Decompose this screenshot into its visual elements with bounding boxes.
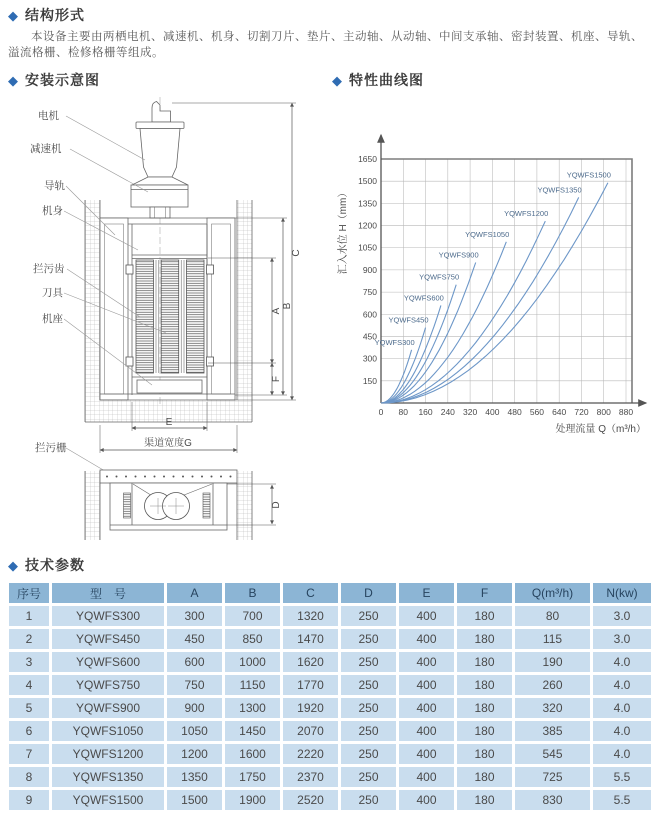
- diamond-icon: ◆: [8, 558, 19, 573]
- table-cell: 6: [9, 721, 49, 741]
- table-head: [9, 583, 651, 603]
- table-cell: 900: [167, 698, 222, 718]
- table-cell: 180: [457, 767, 512, 787]
- diamond-icon: ◆: [332, 73, 343, 88]
- dim-b: B: [282, 302, 293, 310]
- table-cell: 250: [341, 744, 396, 764]
- table-cell: 850: [225, 629, 280, 649]
- table-cell: 600: [167, 652, 222, 672]
- table-cell: 3: [9, 652, 49, 672]
- table-cell: 400: [399, 744, 454, 764]
- diamond-icon: ◆: [8, 73, 19, 88]
- table-cell: 2070: [283, 721, 338, 741]
- column-header: Q(m³/h): [515, 583, 590, 603]
- dim-d: D: [271, 501, 282, 509]
- y-tick-label: 450: [362, 331, 377, 342]
- table-cell: 1900: [225, 790, 280, 810]
- x-tick-label: 720: [574, 407, 589, 417]
- table-cell: 2370: [283, 767, 338, 787]
- y-axis-title: 汇入水位 H（mm）: [338, 187, 349, 275]
- curve-yqwfs900: [381, 263, 476, 404]
- y-tick-label: 750: [362, 287, 377, 298]
- table-cell: 1450: [225, 721, 280, 741]
- table-cell: YQWFS1500: [52, 790, 164, 810]
- section-parameters-title: 技术参数: [25, 557, 85, 573]
- table-row: [9, 790, 651, 810]
- table-cell: YQWFS1350: [52, 767, 164, 787]
- table-cell: 830: [515, 790, 590, 810]
- x-tick-label: 480: [507, 407, 522, 417]
- table-cell: 250: [341, 790, 396, 810]
- column-header: A: [167, 583, 222, 603]
- table-cell: 250: [341, 675, 396, 695]
- column-header: B: [225, 583, 280, 603]
- table-cell: 180: [457, 790, 512, 810]
- table-cell: 180: [457, 744, 512, 764]
- table-cell: 115: [515, 629, 590, 649]
- table-cell: 400: [399, 767, 454, 787]
- curve-label: YQWFS450: [388, 315, 429, 325]
- table-cell: 700: [225, 606, 280, 626]
- structure-description: 本设备主要由两栖电机、减速机、机身、切割刀片、垫片、主动轴、从动轴、中间支承轴、密封装置、机座、导轨、溢流格栅、检修格栅等组成。: [8, 31, 643, 59]
- table-cell: 1: [9, 606, 49, 626]
- table-cell: 1770: [283, 675, 338, 695]
- table-cell: 250: [341, 721, 396, 741]
- dim-channel-width: 渠道宽度G: [144, 438, 192, 449]
- table-cell: 400: [399, 721, 454, 741]
- table-cell: 180: [457, 652, 512, 672]
- column-header: E: [399, 583, 454, 603]
- table-cell: 3.0: [593, 629, 651, 649]
- dim-f: F: [271, 375, 282, 383]
- curve-label: YQWFS1350: [537, 185, 582, 195]
- table-cell: 250: [341, 767, 396, 787]
- table-cell: 750: [167, 675, 222, 695]
- table-cell: 5: [9, 698, 49, 718]
- table-cell: 180: [457, 721, 512, 741]
- table-cell: 250: [341, 652, 396, 672]
- table-cell: 400: [399, 606, 454, 626]
- y-tick-label: 600: [362, 309, 377, 320]
- curve-label: YQWFS1200: [504, 209, 549, 219]
- y-tick-label: 1500: [358, 176, 377, 187]
- x-tick-label: 80: [398, 407, 409, 417]
- table-cell: 4.0: [593, 652, 651, 672]
- table-row: [9, 675, 651, 695]
- y-tick-label: 900: [362, 264, 377, 275]
- table-cell: 545: [515, 744, 590, 764]
- dim-c: C: [291, 249, 302, 257]
- curve-yqwfs1200: [381, 221, 545, 403]
- table-cell: 320: [515, 698, 590, 718]
- x-tick-label: 880: [618, 407, 634, 417]
- table-body: [9, 606, 651, 810]
- table-cell: YQWFS750: [52, 675, 164, 695]
- table-cell: 1620: [283, 652, 338, 672]
- table-cell: 8: [9, 767, 49, 787]
- table-cell: 400: [399, 675, 454, 695]
- table-cell: YQWFS300: [52, 606, 164, 626]
- section-curves-title: 特性曲线图: [349, 72, 424, 88]
- curve-label: YQWFS600: [403, 293, 444, 303]
- label-base: 机座: [42, 313, 63, 325]
- table-cell: 1300: [225, 698, 280, 718]
- table-cell: 1750: [225, 767, 280, 787]
- table-cell: 400: [399, 698, 454, 718]
- table-cell: 7: [9, 744, 49, 764]
- characteristic-curve-chart: [330, 113, 660, 460]
- section-parameters-heading: [8, 555, 85, 575]
- table-row: [9, 698, 651, 718]
- table-cell: YQWFS900: [52, 698, 164, 718]
- table-cell: 400: [399, 790, 454, 810]
- table-cell: YQWFS600: [52, 652, 164, 672]
- table-header-row: [9, 583, 651, 603]
- table-cell: 180: [457, 698, 512, 718]
- x-tick-label: 560: [529, 407, 545, 417]
- plan-view: [85, 470, 276, 540]
- table-cell: 9: [9, 790, 49, 810]
- table-row: [9, 606, 651, 626]
- label-reducer: 减速机: [30, 143, 62, 155]
- curve-label: YQWFS900: [438, 250, 479, 260]
- dim-a: A: [271, 307, 282, 315]
- table-cell: 250: [341, 698, 396, 718]
- installation-diagram: [0, 95, 330, 557]
- table-row: [9, 629, 651, 649]
- table-row: [9, 721, 651, 741]
- table-cell: 2520: [283, 790, 338, 810]
- y-tick-label: 1050: [358, 242, 377, 253]
- x-tick-label: 240: [440, 407, 455, 417]
- table-cell: 2220: [283, 744, 338, 764]
- table-cell: 400: [399, 652, 454, 672]
- table-cell: 1200: [167, 744, 222, 764]
- table-cell: 4.0: [593, 744, 651, 764]
- table-cell: 725: [515, 767, 590, 787]
- table-cell: 180: [457, 606, 512, 626]
- x-tick-label: 640: [552, 407, 567, 417]
- machine-base: [132, 377, 207, 393]
- curve-label: YQWFS300: [374, 337, 415, 347]
- label-guide-rail: 导轨: [44, 180, 65, 192]
- curve-label: YQWFS1500: [566, 170, 611, 180]
- label-trash-teeth: 拦污齿: [33, 263, 65, 275]
- table-cell: 4.0: [593, 721, 651, 741]
- table-cell: YQWFS1200: [52, 744, 164, 764]
- reducer: [131, 177, 188, 218]
- x-tick-label: 400: [485, 407, 500, 417]
- label-cutter: 刀具: [42, 287, 63, 299]
- front-view: [85, 97, 252, 422]
- section-installation-title: 安装示意图: [25, 72, 100, 88]
- x-tick-label: 320: [462, 407, 478, 417]
- y-tick-label: 150: [362, 375, 377, 386]
- table-cell: 250: [341, 606, 396, 626]
- column-header: 型 号: [52, 583, 164, 603]
- table-cell: 1470: [283, 629, 338, 649]
- curve-label: YQWFS1050: [465, 229, 510, 239]
- table-cell: YQWFS450: [52, 629, 164, 649]
- table-cell: 180: [457, 629, 512, 649]
- y-tick-label: 1200: [358, 220, 377, 231]
- table-cell: 1600: [225, 744, 280, 764]
- section-structure-heading: [8, 5, 85, 25]
- table-cell: 4.0: [593, 698, 651, 718]
- x-axis-title: 处理流量 Q（m³/h）: [555, 424, 646, 435]
- table-cell: 1050: [167, 721, 222, 741]
- table-cell: 1350: [167, 767, 222, 787]
- table-cell: YQWFS1050: [52, 721, 164, 741]
- section-structure-title: 结构形式: [25, 7, 85, 23]
- table-cell: 5.5: [593, 790, 651, 810]
- y-tick-label: 1350: [358, 198, 377, 209]
- table-cell: 400: [399, 629, 454, 649]
- parameters-table: [6, 580, 654, 813]
- table-cell: 1320: [283, 606, 338, 626]
- y-tick-label: 300: [362, 353, 377, 364]
- table-cell: 4: [9, 675, 49, 695]
- table-cell: 300: [167, 606, 222, 626]
- table-cell: 1150: [225, 675, 280, 695]
- label-trash-rack: 拦污栅: [35, 442, 67, 454]
- table-cell: 4.0: [593, 675, 651, 695]
- table-row: [9, 744, 651, 764]
- table-cell: 1500: [167, 790, 222, 810]
- diamond-icon: ◆: [8, 8, 19, 23]
- table-row: [9, 652, 651, 672]
- x-tick-label: 800: [596, 407, 611, 417]
- x-tick-label: 0: [378, 407, 384, 417]
- table-cell: 2: [9, 629, 49, 649]
- table-cell: 450: [167, 629, 222, 649]
- section-curves-heading: [332, 70, 424, 90]
- table-row: [9, 767, 651, 787]
- table-cell: 385: [515, 721, 590, 741]
- label-body: 机身: [42, 205, 63, 217]
- table-cell: 250: [341, 629, 396, 649]
- column-header: D: [341, 583, 396, 603]
- x-tick-label: 160: [418, 407, 433, 417]
- table-cell: 1000: [225, 652, 280, 672]
- table-cell: 3.0: [593, 606, 651, 626]
- table-cell: 260: [515, 675, 590, 695]
- table-cell: 5.5: [593, 767, 651, 787]
- column-header: C: [283, 583, 338, 603]
- table-cell: 190: [515, 652, 590, 672]
- column-header: N(kw): [593, 583, 651, 603]
- table-cell: 80: [515, 606, 590, 626]
- dim-e: E: [165, 417, 173, 428]
- curve-label: YQWFS750: [419, 272, 460, 282]
- column-header: F: [457, 583, 512, 603]
- motor: [136, 102, 184, 178]
- table-cell: 1920: [283, 698, 338, 718]
- table-cell: 180: [457, 675, 512, 695]
- column-header: 序号: [9, 583, 49, 603]
- label-motor: 电机: [38, 110, 59, 122]
- y-tick-label: 1650: [358, 154, 377, 164]
- section-installation-heading: [8, 70, 100, 90]
